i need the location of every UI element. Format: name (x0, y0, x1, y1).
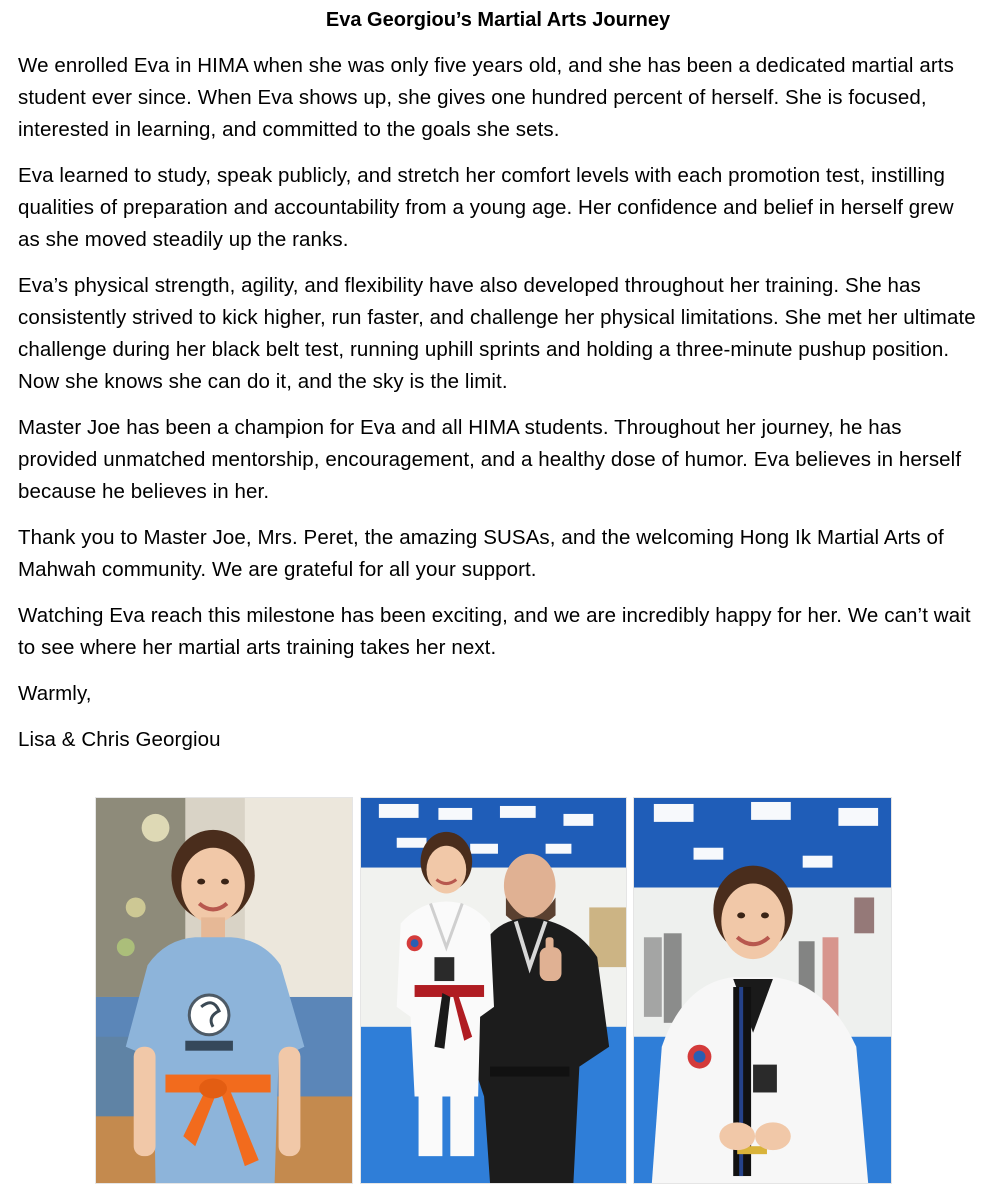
signature-line: Lisa & Chris Georgiou (18, 728, 221, 751)
closing-line: Warmly, (18, 682, 92, 705)
paragraph-6: Watching Eva reach this milestone has been exciting, and we are incredibly happy for her. We can’t wait to see where her martial arts training takes her next. (18, 604, 971, 659)
girl-black-belt-photo (633, 797, 892, 1184)
paragraph-1: We enrolled Eva in HIMA when she was only five years old, and she has been a dedicated martial arts student ever since. When Eva shows up, she gives one hundred percent of herself. She is focused, interested in learning, and committed to the goals she sets. (18, 54, 954, 141)
paragraph-2: Eva learned to study, speak publicly, and stretch her comfort levels with each promotion test, instilling qualities of preparation and accountability from a young age. Her confidence and belief in herself grew as she moved steadily up the ranks. (18, 164, 954, 251)
document (18, 0, 978, 756)
page-title: Eva Georgiou’s Martial Arts Journey (325, 9, 671, 31)
paragraph-4: Master Joe has been a champion for Eva and all HIMA students. Throughout her journey, he has provided unmatched mentorship, encouragement, and a healthy dose of humor. Eva believes in herself because he believes in her. (18, 416, 962, 503)
paragraph-5: Thank you to Master Joe, Mrs. Peret, the amazing SUSAs, and the welcoming Hong Ik Martial Arts of Mahwah community. We are grateful for all your support. (18, 526, 944, 581)
paragraph-3: Eva’s physical strength, agility, and flexibility have also developed throughout her training. She has consistently strived to kick higher, run faster, and challenge her physical limitations. She met her ultimate challenge during her black belt test, running uphill sprints and holding a three-minute pushup position. Now she knows she can do it, and the sky is the limit. (18, 274, 976, 393)
girl-orange-belt-photo (95, 797, 353, 1184)
girl-with-master-photo (360, 797, 627, 1184)
